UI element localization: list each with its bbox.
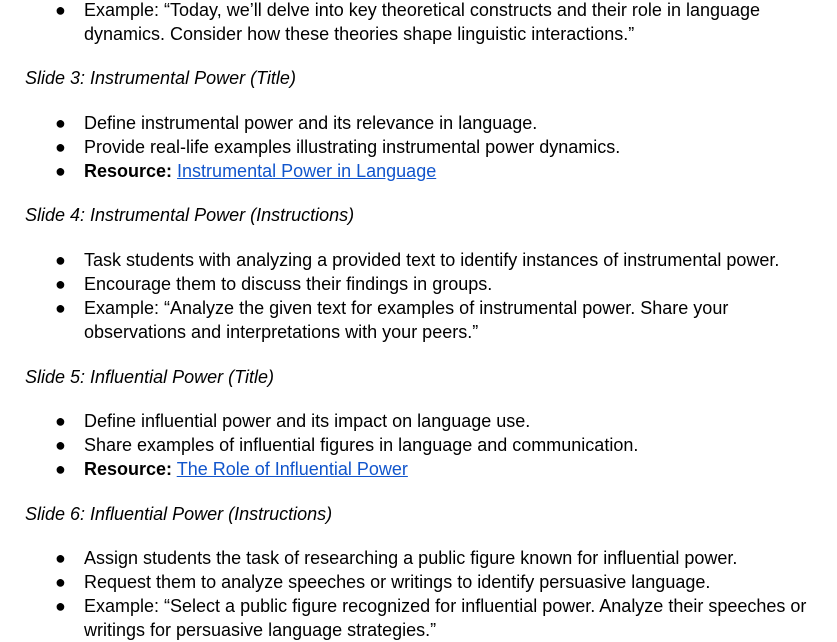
list-item — [55, 248, 830, 272]
list-item — [55, 111, 830, 135]
bullet-icon: ● — [55, 298, 66, 318]
influential-power-link[interactable]: The Role of Influential Power — [176, 459, 408, 479]
list-item — [55, 570, 830, 594]
bullet-icon: ● — [55, 459, 66, 479]
list-item — [55, 457, 830, 481]
bullet-icon: ● — [55, 137, 66, 157]
list-item — [55, 409, 830, 433]
bullet-text: Example: “Today, we’ll delve into key theoretical constructs and their role in language dynamics. Consider how these theories shape linguistic interactions.” — [84, 0, 761, 44]
slide-5-heading: Slide 5: Influential Power (Title) — [25, 367, 274, 387]
bullet-text: Encourage them to discuss their findings in groups. — [84, 274, 493, 294]
bullet-text: Define influential power and its impact on language use. — [84, 411, 531, 431]
bullet-text: Example: “Select a public figure recognized for influential power. Analyze their speeches or writings for persuasive language strategies.” — [84, 596, 807, 640]
list-item — [55, 0, 830, 46]
list-item — [55, 594, 830, 642]
list-item — [55, 159, 830, 183]
bullet-text: Provide real-life examples illustrating instrumental power dynamics. — [84, 137, 621, 157]
instrumental-power-link[interactable]: Instrumental Power in Language — [177, 161, 437, 181]
list-item — [55, 433, 830, 457]
slide-3-heading: Slide 3: Instrumental Power (Title) — [25, 68, 296, 88]
list-item — [55, 546, 830, 570]
bullet-icon: ● — [55, 411, 66, 431]
bullet-icon: ● — [55, 0, 66, 20]
bullet-text: Assign students the task of researching a public figure known for influential power. — [84, 548, 738, 568]
bullet-icon: ● — [55, 572, 66, 592]
bullet-icon: ● — [55, 161, 66, 181]
resource-line — [84, 457, 830, 481]
list-item — [55, 272, 830, 296]
bullet-icon: ● — [55, 548, 66, 568]
bullet-icon: ● — [55, 435, 66, 455]
bullet-icon: ● — [55, 113, 66, 133]
resource-line — [84, 159, 830, 183]
bullet-icon: ● — [55, 596, 66, 616]
list-item — [55, 296, 830, 344]
bullet-text: Share examples of influential figures in language and communication. — [84, 435, 639, 455]
bullet-icon: ● — [55, 250, 66, 270]
list-item — [55, 135, 830, 159]
bullet-text: Request them to analyze speeches or writings to identify persuasive language. — [84, 572, 711, 592]
slide-6-heading: Slide 6: Influential Power (Instructions) — [25, 504, 333, 524]
bullet-text: Task students with analyzing a provided text to identify instances of instrumental power. — [84, 250, 780, 270]
resource-label: Resource: — [84, 459, 173, 479]
bullet-icon: ● — [55, 274, 66, 294]
bullet-text: Define instrumental power and its relevance in language. — [84, 113, 538, 133]
bullet-text: Example: “Analyze the given text for examples of instrumental power. Share your observations and interpretations with your peers.” — [84, 298, 729, 342]
resource-label: Resource: — [84, 161, 173, 181]
slide-4-heading: Slide 4: Instrumental Power (Instructions) — [25, 205, 355, 225]
